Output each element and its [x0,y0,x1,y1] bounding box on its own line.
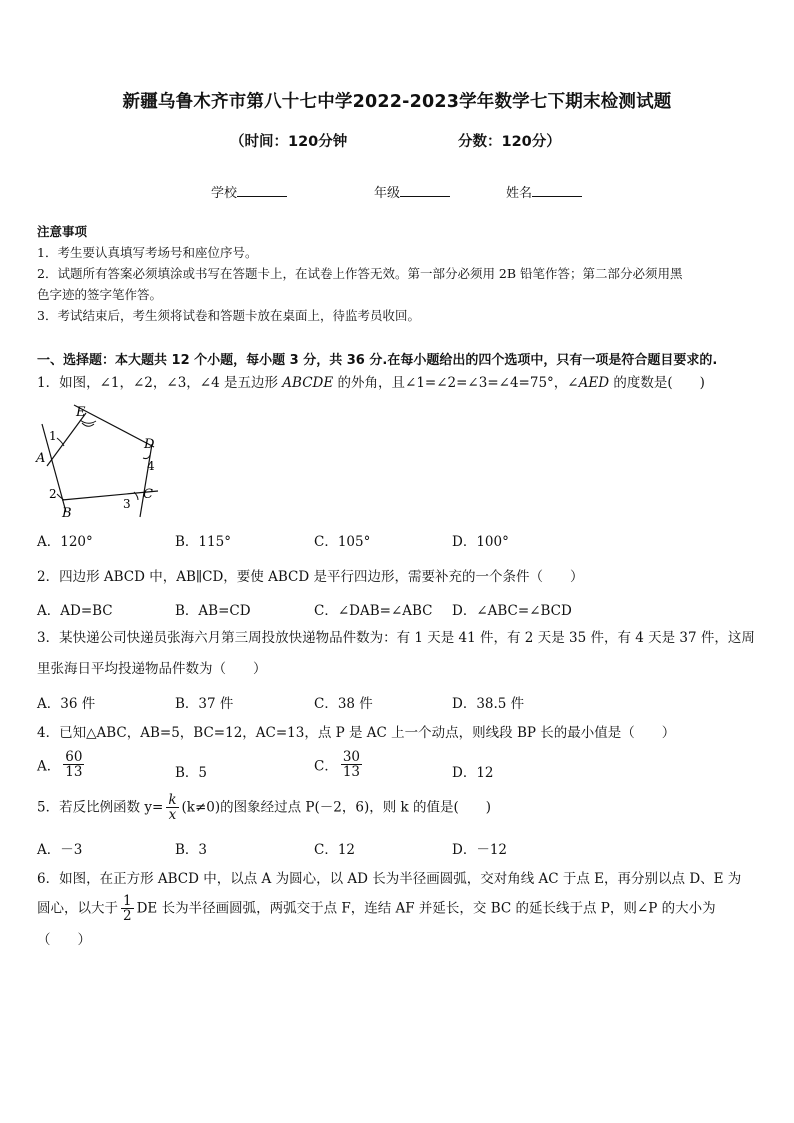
q2-option-d[interactable]: D．∠ABC=∠BCD [452,603,572,619]
q3-line: 3．某快递公司快递员张海六月第三周投放快递物品件数为：有 1 天是 41 件，有 2 天是 35 件，有 4 天是 37 件，这周 [37,630,755,646]
name-blank [532,183,582,197]
q4-option-d[interactable]: D．12 [452,765,494,781]
school-field [211,182,287,201]
q4-options [37,750,759,794]
q2-option-a[interactable]: A．AD=BC [37,603,113,619]
note-line: 色字迹的签字笔作答。 [37,287,163,302]
q1-text-post: 的度数是( ) [609,375,705,391]
q1-option-b[interactable]: B．115° [175,534,231,550]
question-2: 2．四边形 ABCD 中，AB∥CD，要使 ABCD 是平行四边形，需要补充的一个条件（ ） [37,569,584,585]
notes-heading: 注意事项 [37,224,88,239]
question-5 [37,793,759,822]
school-blank [237,183,287,197]
grade-blank [400,183,450,197]
q3-option-a[interactable]: A．36 件 [37,696,96,712]
grade-field [374,182,450,201]
total-score: 分数：120分） [458,134,561,150]
q4-option-c-label: C． [314,758,338,775]
angle-1-arc [57,438,64,446]
school-label: 学校 [211,186,238,201]
q1-text-pre: 1．如图，∠1，∠2，∠3，∠4 是五边形 [37,375,283,391]
q5-text-pre: 5．若反比例函数 y= [37,799,164,816]
name-field [506,182,582,201]
q3-option-c[interactable]: C．38 件 [314,696,373,712]
label-C: C [143,487,153,502]
q5-denominator: x [168,807,177,824]
question-3 [37,627,759,680]
q1-text-mid: 的外角，且∠1=∠2=∠3=∠4=75°，∠ [333,375,579,391]
label-B: B [62,506,72,521]
q2-option-c[interactable]: C．∠DAB=∠ABC [314,603,433,619]
q1-shape: ABCDE [282,375,334,391]
q3-option-b[interactable]: B．37 件 [175,696,234,712]
label-4: 4 [147,459,155,473]
angle-2-arc [57,494,64,500]
q5-text-post: (k≠0)的图象经过点 P(－2，6)，则 k 的值是( ) [181,799,492,816]
section-heading: 一、选择题：本大题共 12 个小题，每小题 3 分，共 36 分.在每小题给出的四个选项中，只有一项是符合题目要求的. [37,353,718,368]
label-1: 1 [49,429,57,443]
q2-option-b[interactable]: B．AB=CD [175,603,251,619]
question-6 [37,868,759,951]
q6-line: 6．如图，在正方形 ABCD 中，以点 A 为圆心，以 AD 长为半径画圆弧，交对角线 AC 于点 E，再分别以点 D、E 为 [37,871,742,887]
q4-option-a-denominator: 13 [65,764,83,781]
exam-title: 新疆乌鲁木齐市第八十七中学2022-2023学年数学七下期末检测试题 [122,92,672,112]
label-E: E [76,405,86,420]
q5-option-c[interactable]: C．12 [314,842,356,858]
name-label: 姓名 [506,186,533,201]
q4-option-c-denominator: 13 [342,764,361,781]
q4-option-b[interactable]: B．5 [175,765,208,781]
q6-line [37,894,759,923]
q4-option-a-label: A． [37,758,61,775]
q6-text-pre: 圆心，以大于 [37,900,118,917]
label-3: 3 [123,497,131,511]
q5-option-d[interactable]: D．－12 [452,842,508,858]
q4-option-a-numerator: 60 [65,749,83,765]
q4-option-a[interactable] [37,750,87,779]
q1-option-a[interactable]: A．120° [37,534,93,550]
grade-label: 年级 [374,186,401,201]
notes-block [37,221,759,326]
q6-text-post: DE 长为半径画圆弧，两弧交于点 F，连结 AF 并延长，交 BC 的延长线于点 P，则∠P 的大小为 [136,900,716,917]
q5-option-b[interactable]: B．3 [175,842,208,858]
side-CD-extended [140,444,152,517]
q6-numerator: 1 [123,893,132,909]
question-4: 4．已知△ABC，AB=5，BC=12，AC=13，点 P 是 AC 上一个动点，则线段 BP 长的最小值是（ ） [37,725,676,741]
note-line: 1．考生要认真填写考场号和座位序号。 [37,245,258,260]
q1-option-c[interactable]: C．105° [314,534,371,550]
q5-option-a[interactable]: A．－3 [37,842,83,858]
note-line: 2．试题所有答案必须填涂或书写在答题卡上，在试卷上作答无效。第一部分必须用 2B 铅笔作答；第二部分必须用黑 [37,266,683,281]
q6-denominator: 2 [123,908,132,925]
q1-angle: AED [578,375,610,391]
q1-option-d[interactable]: D．100° [452,534,509,550]
note-line: 3．考试结束后，考生须将试卷和答题卡放在桌面上，待监考员收回。 [37,308,420,323]
question-1 [37,372,759,394]
pentagon-figure [30,400,170,524]
q5-numerator: k [168,792,177,808]
q3-option-d[interactable]: D．38.5 件 [452,696,525,712]
time-limit: （时间：120分钟 [230,134,348,150]
label-2: 2 [49,487,57,501]
q4-option-c-numerator: 30 [342,749,361,765]
label-D: D [144,437,155,452]
label-A: A [36,451,46,466]
q4-option-c[interactable] [314,750,365,779]
q3-line: 里张海日平均投递物品件数为（ ） [37,661,267,677]
q6-line: （ ） [37,932,91,949]
